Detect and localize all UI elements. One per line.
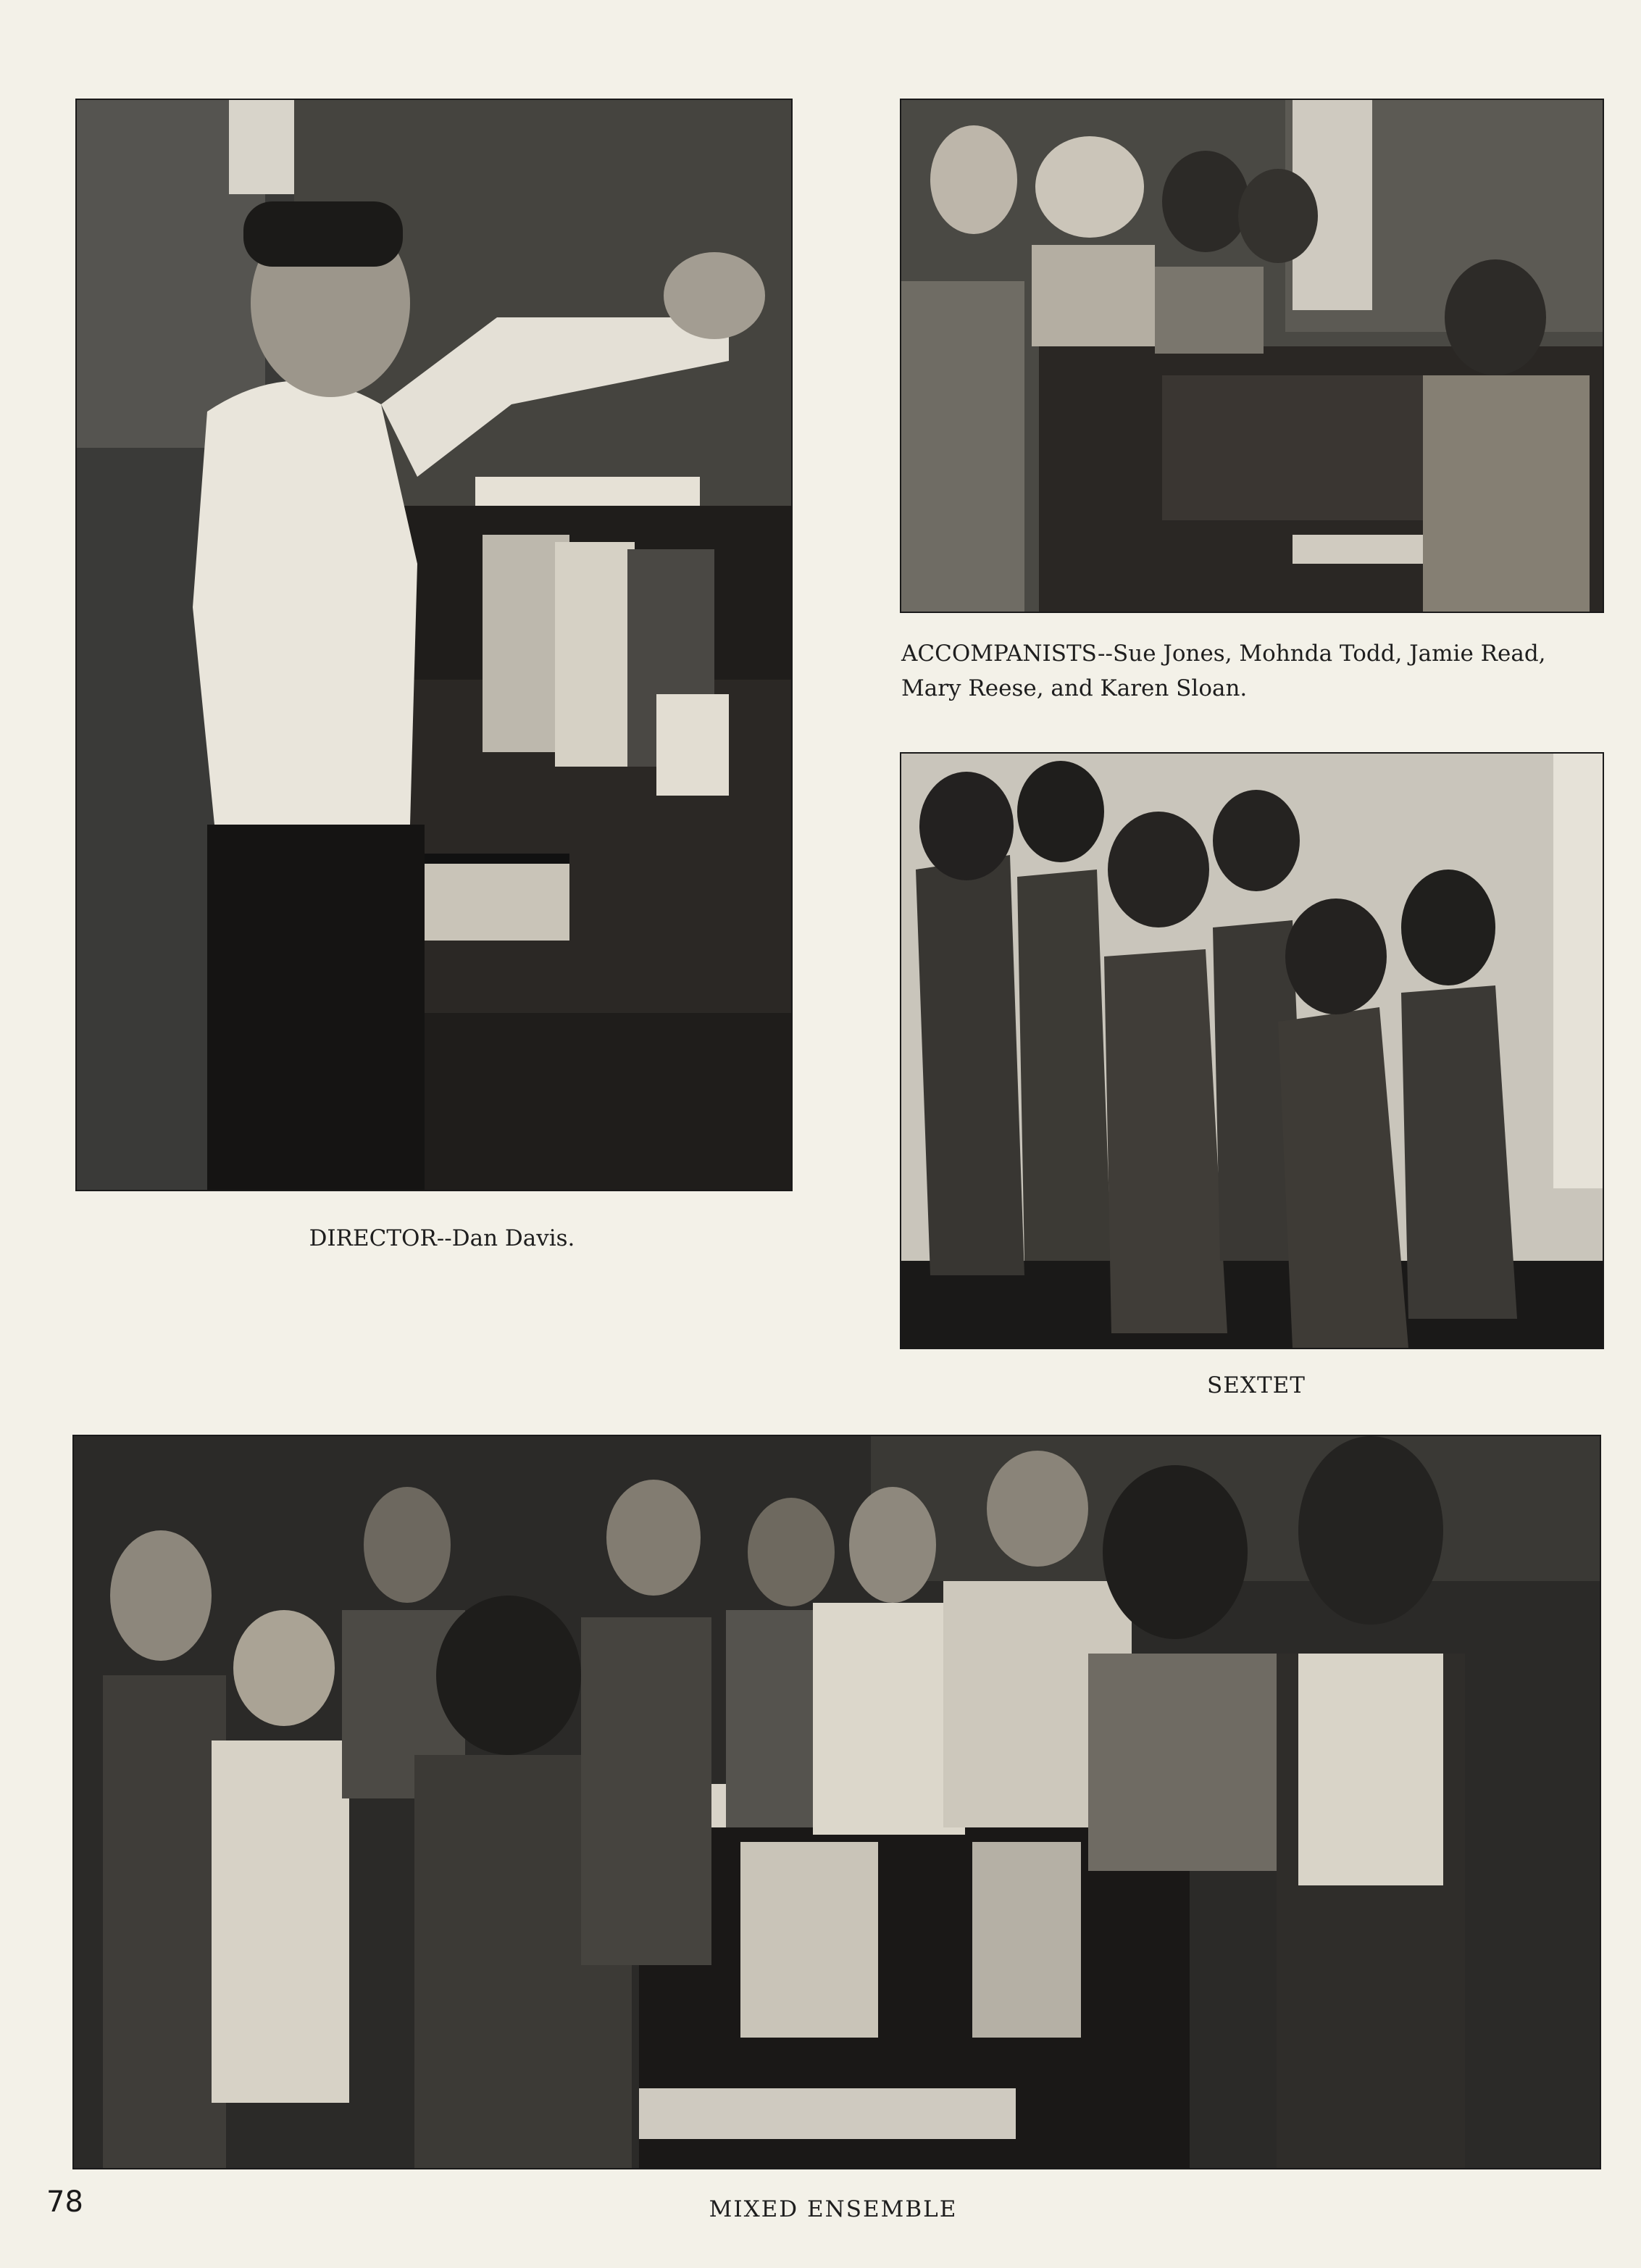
accompanists-caption: ACCOMPANISTS--Sue Jones, Mohnda Todd, Jamie Read, Mary Reese, and Karen Sloan.: [901, 641, 1546, 701]
mixed-ensemble-photo: [74, 1436, 1600, 2168]
page-number: 78: [46, 2185, 83, 2219]
director-photo: [77, 100, 791, 1190]
sextet-photo: [901, 754, 1603, 1348]
accompanists-photo: [901, 100, 1603, 612]
director-caption: DIRECTOR--Dan Davis.: [309, 1225, 575, 1251]
mixed-ensemble-caption: MIXED ENSEMBLE: [709, 2196, 958, 2222]
sextet-caption: SEXTET: [1207, 1372, 1306, 1398]
